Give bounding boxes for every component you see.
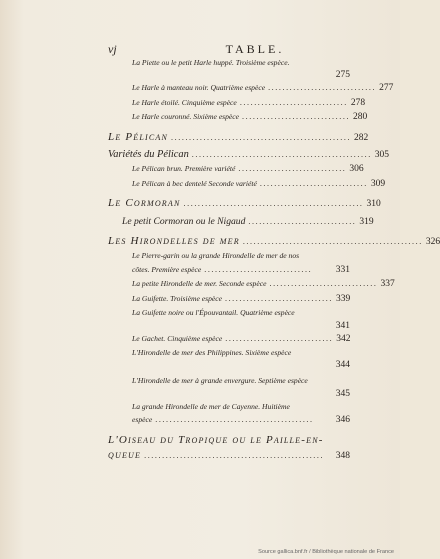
toc-entry — [108, 332, 350, 346]
toc-section-title: Les Hirondelles de mer — [108, 235, 240, 248]
leader-dots: .................................................. — [144, 450, 325, 460]
toc-entry — [108, 96, 366, 110]
toc-entry-title: Le Gachet. Cinquième espèce — [132, 333, 223, 343]
toc-section — [108, 148, 390, 162]
toc-entry-title: Le Pélican à bec dentelé Seconde variété — [132, 178, 257, 188]
toc-entry-title: L'Hirondelle de mer des Philippines. Sixième espèce — [132, 347, 292, 357]
leader-dots: ............................................ — [155, 415, 314, 425]
toc-entry-page: 277 — [379, 83, 394, 94]
toc-entry-page: 337 — [380, 279, 395, 290]
toc-entry-continued — [108, 413, 350, 427]
toc-section-page: 348 — [335, 450, 350, 461]
toc-entry-title: Le Harle couronné. Sixième espèce — [132, 112, 240, 122]
toc-entry — [108, 306, 350, 319]
toc-entry-title: Le petit Cormoran ou le Nigaud — [122, 215, 246, 227]
toc-entry-continued — [108, 263, 350, 277]
running-title: TABLE. — [225, 42, 285, 56]
toc-section-continued — [108, 449, 350, 463]
toc-section-title-continued: queue — [108, 448, 142, 461]
leader-dots: .............................. — [259, 178, 368, 188]
toc-entry-title: La Guifette noire ou l'Épouvantail. Quatrième espèce — [132, 308, 295, 318]
toc-entry-page: 309 — [370, 178, 386, 189]
toc-entry — [108, 177, 386, 191]
toc-entry — [108, 249, 350, 262]
toc-entry — [108, 292, 350, 306]
leader-dots: .............................. — [239, 97, 348, 107]
toc-entry-page: 280 — [353, 112, 368, 123]
toc-entry — [108, 162, 364, 176]
leader-dots: .............................. — [238, 164, 347, 174]
toc-entry-title: La Guifette. Troisième espèce — [132, 293, 222, 303]
page-header — [108, 42, 360, 56]
leader-dots: .................................................. — [191, 150, 372, 160]
toc-entry-title: La Piette ou le petit Harle huppé. Troisième espèce. — [132, 58, 290, 67]
toc-section-title: L'Oiseau du Tropique ou le Paille-en- — [108, 433, 324, 446]
toc-entry-page: 306 — [349, 164, 364, 175]
toc-entry-page: 342 — [336, 333, 351, 344]
toc-section — [108, 434, 350, 447]
toc-section-title: Le Pélican — [108, 130, 169, 143]
toc-entry-title: Le Pierre-garin ou la grande Hirondelle de mer de nos — [132, 251, 300, 261]
toc-entry-title: Le Pélican brun. Première variété — [132, 164, 236, 174]
toc-entry-title: L'Hirondelle de mer à grande envergure. Septième espèce — [132, 376, 308, 386]
leader-dots: .................................................. — [183, 199, 364, 209]
toc-entry — [108, 277, 395, 291]
toc-section-page: 305 — [374, 150, 390, 161]
leader-dots: .............................. — [204, 264, 313, 274]
table-of-contents — [108, 56, 440, 463]
toc-section-title: Variétés du Pélican — [108, 149, 189, 161]
toc-entry-title: La grande Hirondelle de mer de Cayenne. Huitième — [132, 401, 290, 411]
toc-entry-page: 319 — [359, 216, 374, 227]
toc-entry-page: 346 — [335, 415, 350, 426]
toc-entry-page: 331 — [335, 264, 350, 275]
page-folio: vj — [108, 42, 117, 56]
toc-entry-page: 278 — [350, 97, 366, 108]
leader-dots: .............................. — [248, 216, 357, 226]
toc-section-page: 282 — [354, 132, 369, 143]
toc-entry — [108, 110, 368, 124]
toc-entry-title: La petite Hirondelle de mer. Seconde espèce — [132, 279, 267, 289]
toc-entry — [108, 56, 350, 69]
toc-entry — [108, 374, 350, 387]
toc-entry-page: 341 — [335, 320, 350, 331]
toc-entry — [108, 81, 394, 95]
leader-dots: .................................................. — [242, 237, 423, 247]
toc-entry-title: Le Harle étoilé. Cinquième espèce — [132, 97, 237, 107]
toc-entry-page: 345 — [335, 388, 350, 399]
leader-dots: .............................. — [269, 279, 378, 289]
toc-entry — [108, 346, 350, 359]
leader-dots: .............................. — [225, 333, 334, 343]
toc-section — [108, 197, 381, 211]
toc-section-page: 326 — [425, 237, 440, 248]
toc-entry-title-continued: espèce — [132, 415, 153, 425]
toc-section-title: Le Cormoran — [108, 197, 181, 210]
leader-dots: .............................. — [242, 112, 351, 122]
toc-entry — [108, 215, 374, 229]
toc-entry — [108, 400, 350, 413]
toc-entry-page: 344 — [335, 360, 350, 371]
leader-dots: .............................. — [268, 83, 377, 93]
toc-section-page: 310 — [366, 199, 381, 210]
leader-dots: .............................. — [224, 293, 333, 303]
toc-section — [108, 235, 440, 249]
leader-dots: .................................................. — [171, 132, 352, 142]
toc-entry-page: 339 — [335, 293, 351, 304]
source-credit: Source gallica.bnf.fr / Bibliothèque nationale de France — [258, 549, 394, 555]
toc-section — [108, 130, 369, 145]
toc-entry-page: 275 — [335, 70, 350, 81]
toc-entry-title-continued: côtes. Première espèce — [132, 264, 202, 274]
toc-entry-title: Le Harle à manteau noir. Quatrième espèce — [132, 83, 266, 93]
